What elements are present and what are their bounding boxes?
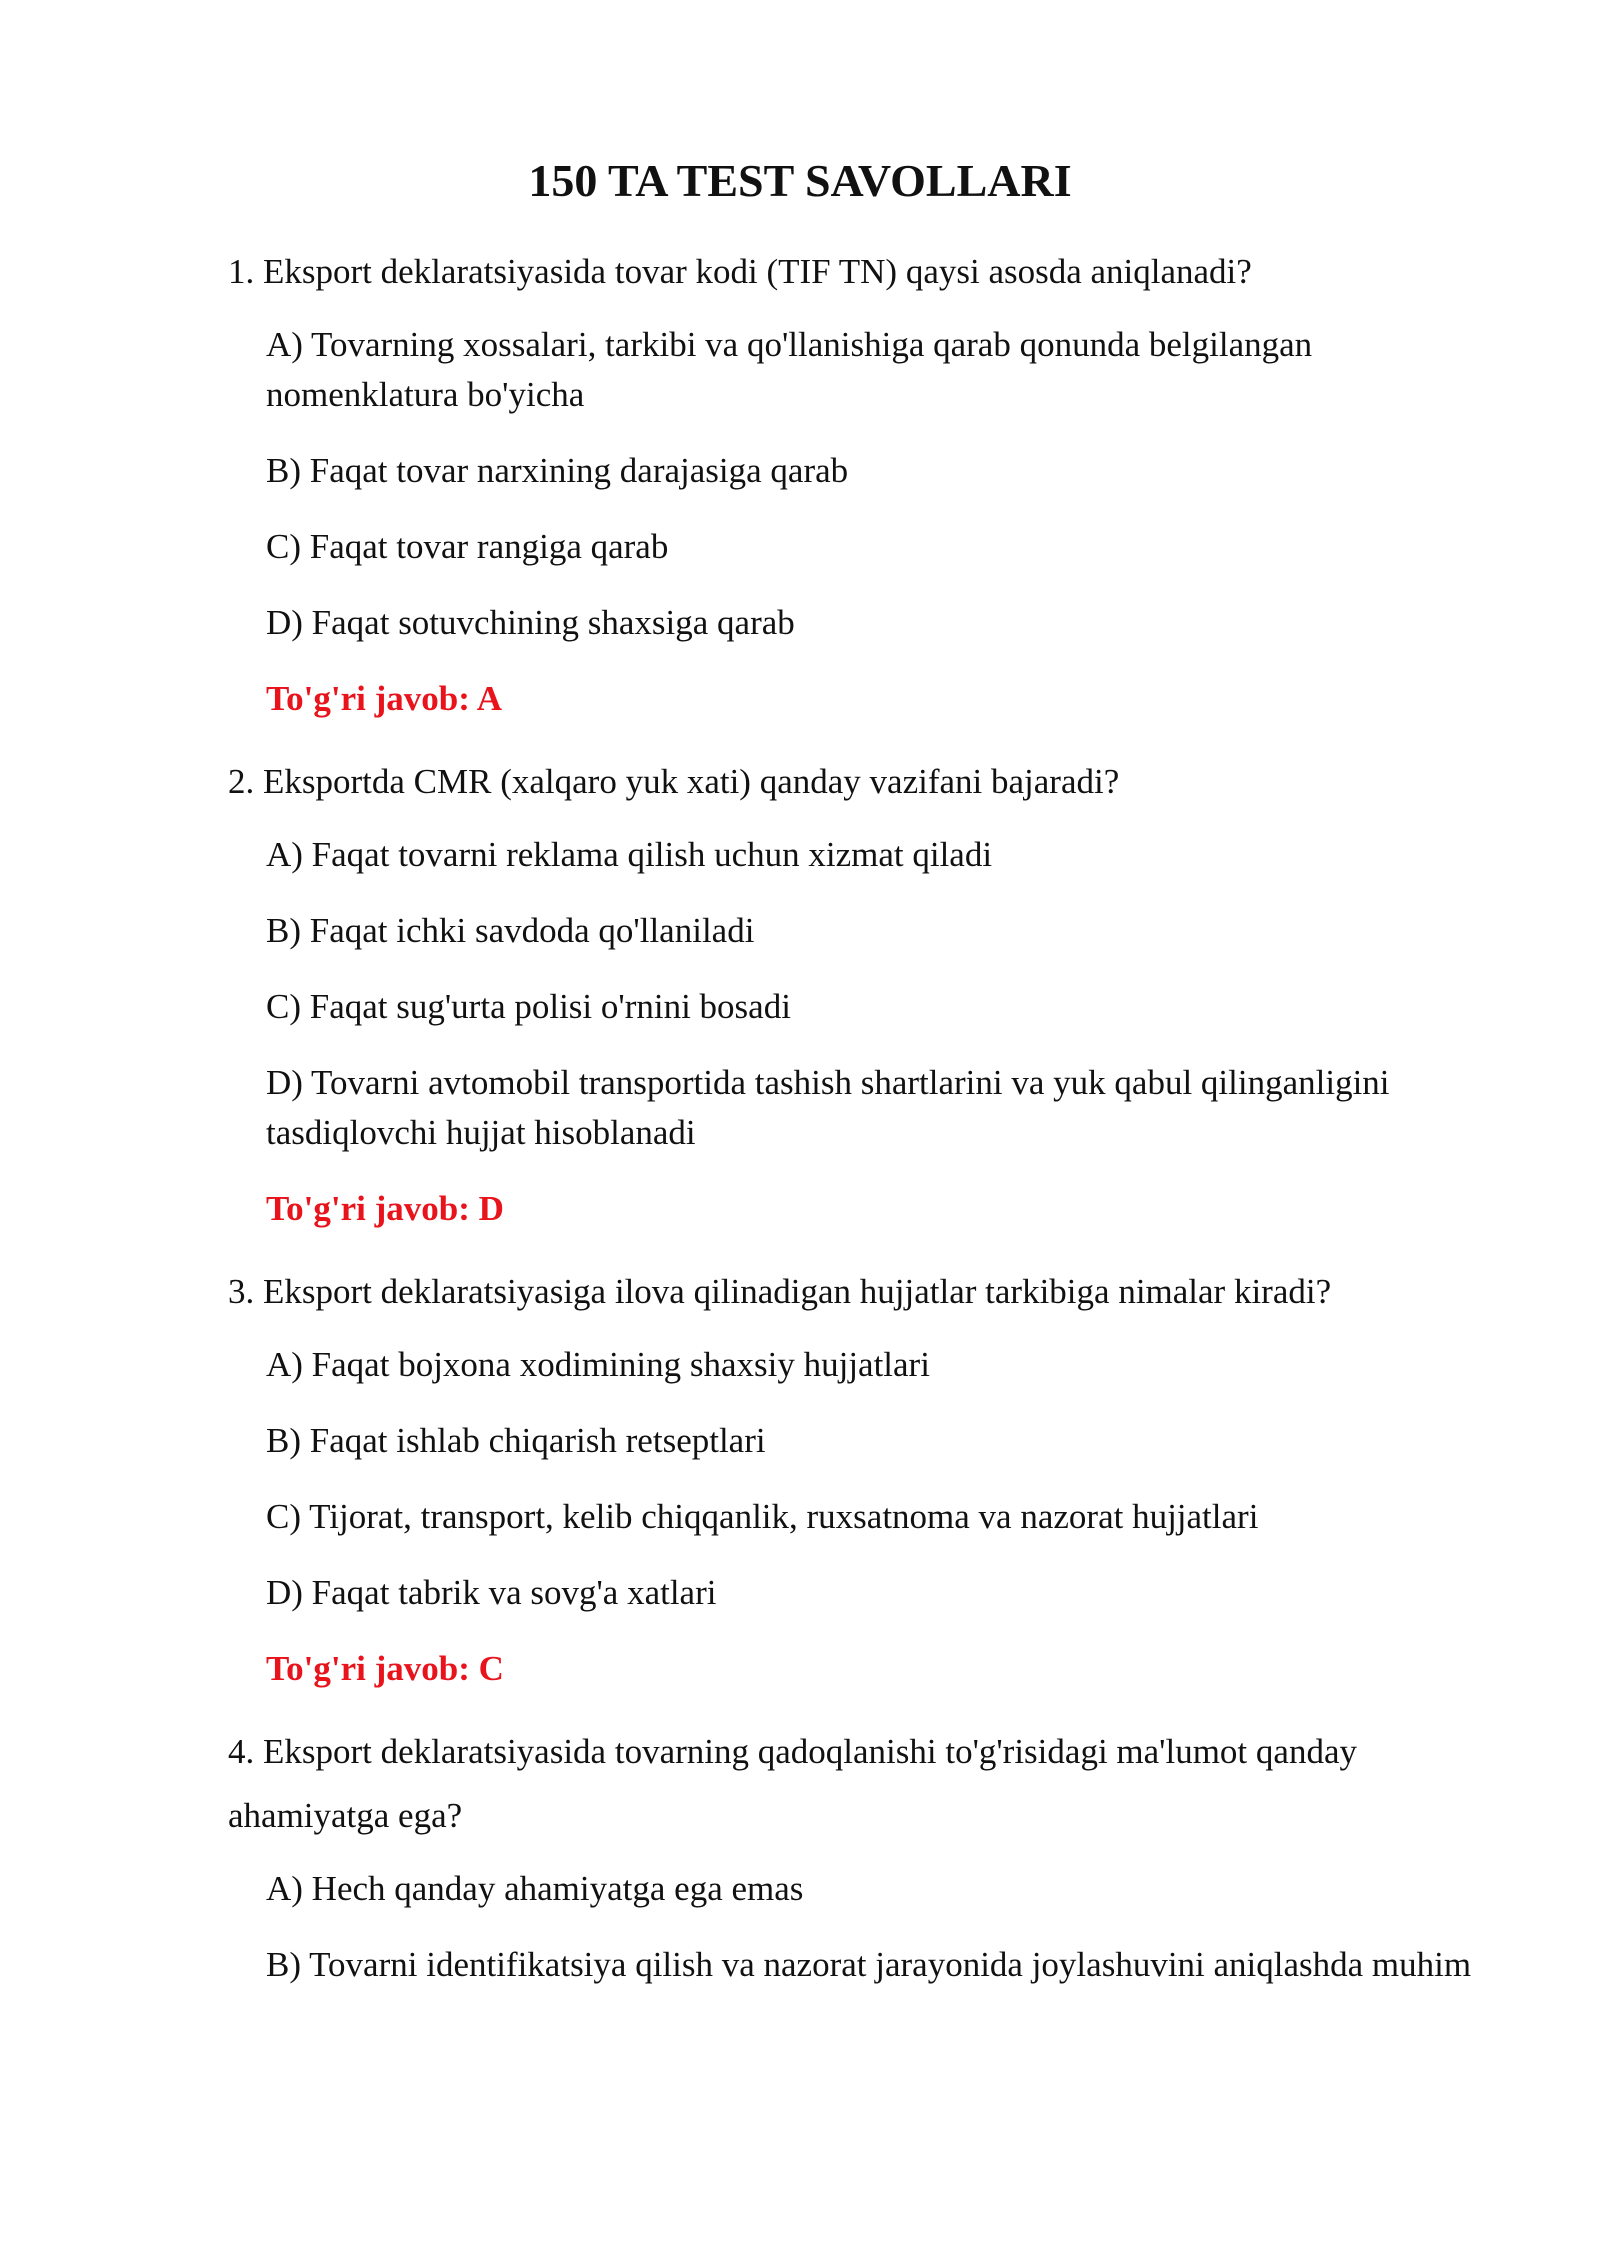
options-list [266,304,1488,724]
question-body: Eksport deklaratsiyasida tovar kodi (TIF TN) qaysi asosda aniqlanadi? [263,252,1252,291]
question-number: 2. [228,762,255,801]
question-text [228,1720,1488,1848]
option-b: B) Faqat ishlab chiqarish retseptlari [266,1421,766,1460]
answer-label: To'g'ri javob: [266,1189,470,1228]
answer-letter: A [476,679,502,718]
option-b: B) Tovarni identifikatsiya qilish va nazorat jarayonida joylashuvini aniqlashda muhim [266,1945,1472,1984]
question-body: Eksport deklaratsiyasida tovarning qadoqlanishi to'g'risidagi ma'lumot qanday ahamiyatga ega? [228,1732,1357,1835]
options-list [266,1848,1488,1990]
option-b: B) Faqat ichki savdoda qo'llaniladi [266,911,755,950]
question-text [228,750,1488,814]
option-a: A) Hech qanday ahamiyatga ega emas [266,1869,804,1908]
answer-letter: D [478,1189,504,1228]
option-c: C) Faqat sug'urta polisi o'rnini bosadi [266,987,791,1026]
option-c: C) Tijorat, transport, kelib chiqqanlik, ruxsatnoma va nazorat hujjatlari [266,1497,1259,1536]
question-1 [228,240,1488,724]
option-b: B) Faqat tovar narxining darajasiga qarab [266,451,849,490]
options-list [266,814,1488,1234]
question-4 [228,1720,1488,1990]
correct-answer [266,674,1488,724]
question-number: 1. [228,252,255,291]
option-a: A) Faqat tovarni reklama qilish uchun xizmat qiladi [266,835,993,874]
answer-letter: C [478,1649,504,1688]
answer-label: To'g'ri javob: [266,679,470,718]
question-body: Eksportda CMR (xalqaro yuk xati) qanday vazifani bajaradi? [263,762,1120,801]
option-a: A) Faqat bojxona xodimining shaxsiy hujjatlari [266,1345,930,1384]
question-body: Eksport deklaratsiyasiga ilova qilinadigan hujjatlar tarkibiga nimalar kiradi? [263,1272,1332,1311]
question-number: 4. [228,1732,255,1771]
correct-answer [266,1184,1488,1234]
option-a: A) Tovarning xossalari, tarkibi va qo'llanishiga qarab qonunda belgilangan nomenklatura bo'yicha [266,325,1313,414]
question-2 [228,750,1488,1234]
option-d: D) Tovarni avtomobil transportida tashish shartlarini va yuk qabul qilinganligini tasdiqlovchi hujjat hisoblanadi [266,1063,1390,1152]
question-text [228,1260,1488,1324]
correct-answer [266,1644,1488,1694]
options-list [266,1324,1488,1694]
question-text [228,240,1488,304]
question-number: 3. [228,1272,255,1311]
option-d: D) Faqat sotuvchining shaxsiga qarab [266,603,795,642]
answer-label: To'g'ri javob: [266,1649,470,1688]
question-3 [228,1260,1488,1694]
option-d: D) Faqat tabrik va sovg'a xatlari [266,1573,717,1612]
question-list [228,240,1488,2016]
page-title: 150 TA TEST SAVOLLARI [528,155,1072,206]
option-c: C) Faqat tovar rangiga qarab [266,527,669,566]
